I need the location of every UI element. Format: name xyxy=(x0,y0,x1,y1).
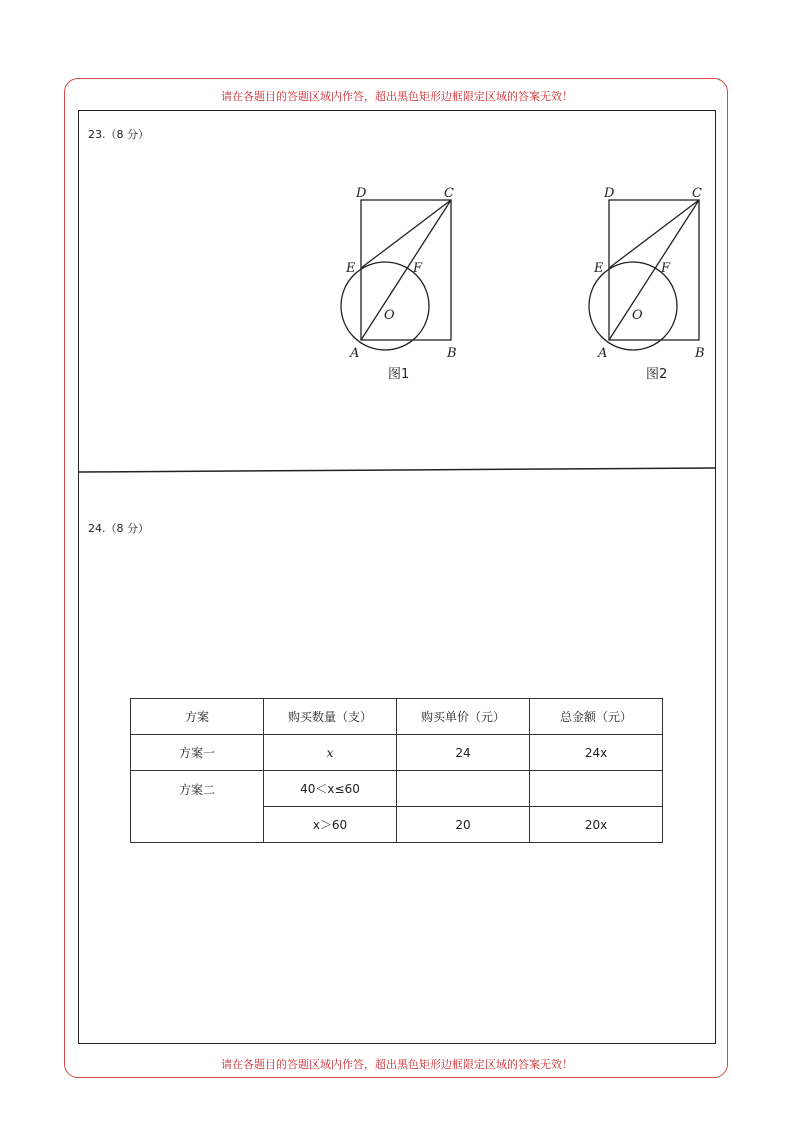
fig2-label-o: O xyxy=(632,308,643,323)
fig1-label-o: O xyxy=(384,308,395,323)
fig1-label-a: A xyxy=(350,346,360,361)
plan2-row1-qty: 40＜x≤60 xyxy=(264,771,397,807)
segment-ac xyxy=(361,200,451,340)
fig1-caption: 图1 xyxy=(388,367,410,382)
fig2-label-a: A xyxy=(598,346,608,361)
plan2-row1-total[interactable] xyxy=(530,771,663,807)
plan1-price: 24 xyxy=(397,735,530,771)
segment-ec xyxy=(609,200,699,268)
figure-1 xyxy=(341,200,451,350)
header-qty: 购买数量（支） xyxy=(264,699,397,735)
fig2-label-c: C xyxy=(692,186,702,201)
segment-ac xyxy=(609,200,699,340)
fig1-label-f: F xyxy=(413,261,423,276)
plan2-name: 方案二 xyxy=(131,771,264,843)
plan1-qty: x xyxy=(264,735,397,771)
header-total: 总金额（元） xyxy=(530,699,663,735)
plan2-row2-price: 20 xyxy=(397,807,530,843)
fig1-label-c: C xyxy=(444,186,454,201)
fig2-label-d: D xyxy=(604,186,615,201)
table-row-plan1 xyxy=(131,735,663,771)
section-divider xyxy=(79,468,715,472)
fig1-label-d: D xyxy=(356,186,367,201)
header-plan: 方案 xyxy=(131,699,264,735)
q23-label: 23.（8 分） xyxy=(88,128,149,141)
segment-ec xyxy=(361,200,451,268)
warning-top: 请在各题目的答题区域内作答，超出黑色矩形边框限定区域的答案无效！ xyxy=(221,90,573,103)
plan1-name: 方案一 xyxy=(131,735,264,771)
warning-bottom: 请在各题目的答题区域内作答，超出黑色矩形边框限定区域的答案无效！ xyxy=(221,1058,573,1071)
plan1-total: 24x xyxy=(530,735,663,771)
fig2-label-f: F xyxy=(661,261,671,276)
fig1-label-b: B xyxy=(447,346,457,361)
fig1-label-e: E xyxy=(346,261,356,276)
figure-2 xyxy=(589,200,699,350)
fig2-caption: 图2 xyxy=(646,367,668,382)
table-header-row xyxy=(131,699,663,735)
plan2-row2-qty: x＞60 xyxy=(264,807,397,843)
plan-table xyxy=(130,698,663,843)
fig2-label-b: B xyxy=(695,346,705,361)
plan2-row2-total: 20x xyxy=(530,807,663,843)
table-row-plan2a xyxy=(131,771,663,807)
header-price: 购买单价（元） xyxy=(397,699,530,735)
plan2-row1-price[interactable] xyxy=(397,771,530,807)
q24-label: 24.（8 分） xyxy=(88,522,149,535)
fig2-label-e: E xyxy=(594,261,604,276)
